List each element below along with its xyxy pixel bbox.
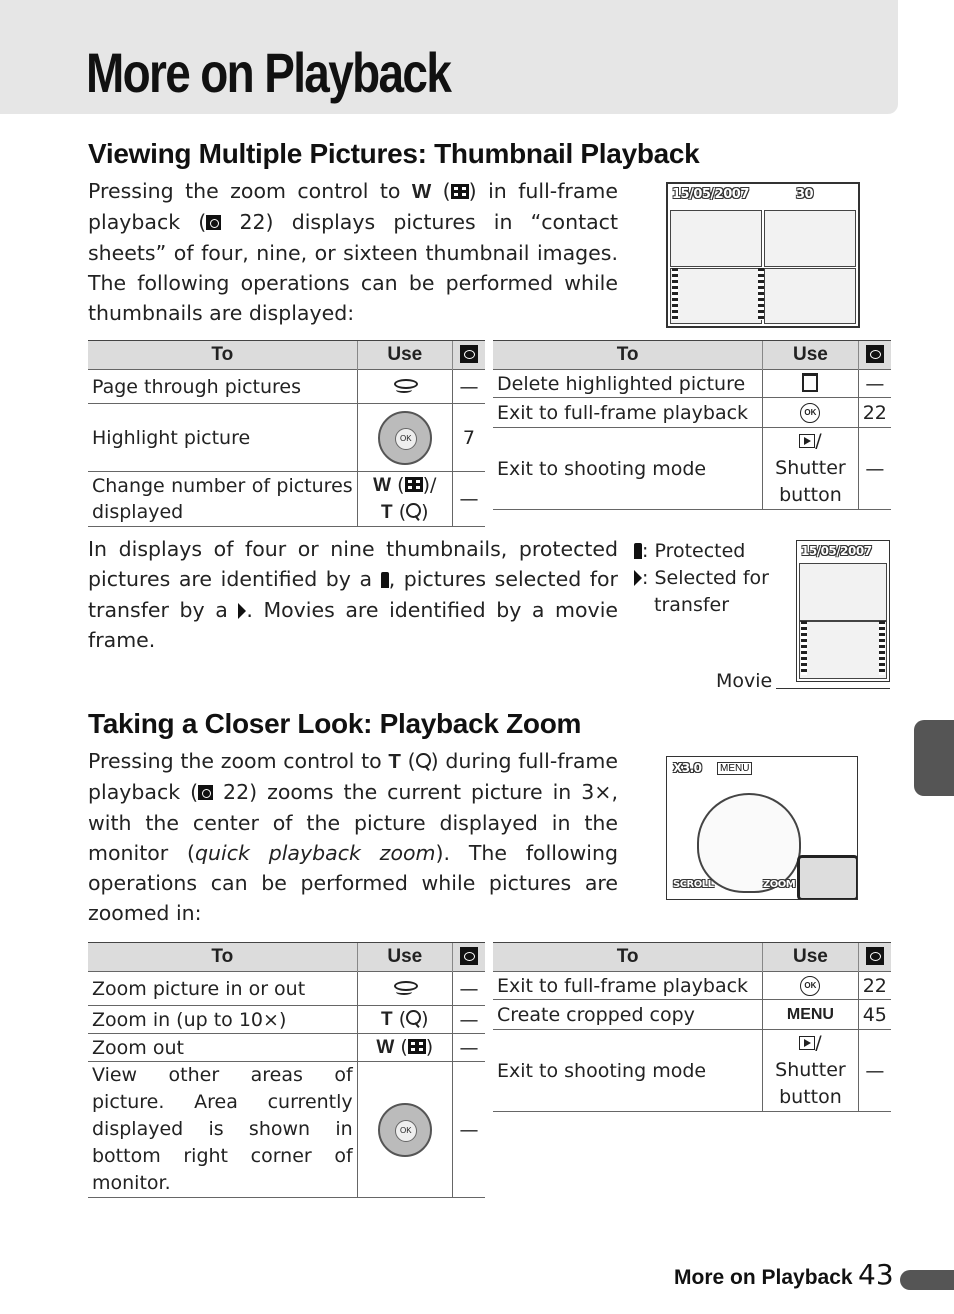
- thumbnail-cell: [764, 210, 856, 267]
- trash-icon: [802, 373, 818, 392]
- table-row: View other areas of picture. Area currently displayed is shown in bottom right corner of monitor. OK —: [88, 1062, 485, 1198]
- table-row: Exit to shooting mode / Shutter button —: [493, 428, 891, 510]
- footer-bar: [900, 1270, 954, 1290]
- playback-icon: [799, 1036, 815, 1050]
- footer-title: More on Playback: [674, 1266, 853, 1289]
- page-ref-icon: [460, 345, 478, 363]
- thumbnail-cell: [799, 621, 887, 679]
- ok-button-icon: OK: [800, 976, 820, 996]
- page-ref-icon: [206, 215, 221, 230]
- magnify-icon: [406, 1010, 421, 1025]
- movie-frame-sprocket: [758, 268, 764, 320]
- table-row: Exit to full-frame playback OK 22: [493, 972, 891, 1000]
- table-row: Delete highlighted picture —: [493, 370, 891, 398]
- page-number: 43: [858, 1258, 894, 1291]
- table-row: Zoom in (up to 10×) T ( ) —: [88, 1006, 485, 1034]
- menu-button-label: MENU: [763, 1000, 858, 1030]
- zoom-hint: ZOOM: [763, 879, 796, 890]
- table-row: Exit to shooting mode / Shutter button —: [493, 1030, 891, 1112]
- scroll-hint: SCROLL: [673, 879, 714, 890]
- screen-date: 15/05/2007: [801, 544, 872, 558]
- chapter-side-tab: [914, 720, 954, 796]
- thumbnail-ops-table-right: To Use Delete highlighted picture — Exit to full-frame playback OK 22 Exit to shooting mode / Shutter button —: [493, 340, 891, 510]
- icon-legend: : Protected : Selected for transfer: [634, 538, 784, 619]
- thumbnail-icon: [451, 184, 469, 199]
- protect-icon: [381, 572, 389, 588]
- page-ref-icon: [198, 785, 213, 800]
- thumbnail-ops-table-left: To Use Page through pictures — Highlight picture OK 7 Change number of pictures displayed W ( )/ T ( ) —: [88, 340, 485, 527]
- protected-transfer-paragraph: In displays of four or nine thumbnails, protected pictures are identified by a , pictures selected for transfer by a . Movies are identified by a movie frame.: [88, 537, 618, 652]
- zoom-intro-paragraph: Pressing the zoom control to T ( ) during full-frame playback ( 22) zooms the current picture in 3×, with the center of the picture displayed in the monitor (quick playback zoom). The following operations can be performed while pictures are zoomed in:: [88, 749, 619, 926]
- thumbnail-icon: [405, 477, 423, 492]
- ok-button-icon: OK: [800, 403, 820, 423]
- movie-frame-sprocket: [672, 268, 678, 320]
- table-row: Zoom picture in or out —: [88, 972, 485, 1006]
- table-row: Page through pictures —: [88, 370, 485, 404]
- movie-frame-sprocket: [801, 621, 807, 675]
- table-row: Highlight picture OK 7: [88, 404, 485, 472]
- magnify-icon: [406, 503, 421, 518]
- table-row: Zoom out W ( ) —: [88, 1034, 485, 1062]
- zoom-control-icon: [392, 979, 418, 995]
- thumbnail-intro-paragraph: Pressing the zoom control to W ( ) in full-frame playback ( 22) displays pictures in “contact sheets” of four, nine, or sixteen thumbnail images. The following operations can be performed while thumbnails are displayed:: [88, 179, 618, 326]
- multi-selector-icon: [378, 1103, 432, 1157]
- zoom-control-icon: [392, 377, 418, 393]
- zoom-ops-table-left: To Use Zoom picture in or out — Zoom in (up to 10×) T ( ) — Zoom out W ( ) — View other areas of picture. Area currently displayed is shown in bottom right corner of monitor. OK —: [88, 942, 485, 1198]
- thumbnail-cell: [670, 210, 762, 267]
- menu-label: MENU: [717, 762, 752, 775]
- transfer-icon: [634, 570, 642, 586]
- screen-date: 15/05/2007: [672, 187, 749, 202]
- screen-count: 30: [796, 187, 814, 202]
- page-ref-icon: [460, 947, 478, 965]
- multi-selector-icon: [378, 411, 432, 465]
- table-row: Change number of pictures displayed W ( )/ T ( ) —: [88, 472, 485, 527]
- magnify-icon: [416, 753, 431, 768]
- section-heading-zoom: Taking a Closer Look: Playback Zoom: [88, 708, 582, 739]
- thumbnail-cell: [670, 268, 762, 324]
- navigation-window: [797, 855, 858, 900]
- zoom-level-readout: X3.0: [673, 761, 702, 775]
- table-row: Create cropped copy MENU 45: [493, 1000, 891, 1030]
- section-heading-thumbnail: Viewing Multiple Pictures: Thumbnail Playback: [88, 138, 700, 169]
- thumbnail-cell: [799, 563, 887, 621]
- page-title: More on Playback: [86, 41, 451, 104]
- thumbnail-screen-illustration: [666, 182, 860, 328]
- table-row: Exit to full-frame playback OK 22: [493, 398, 891, 428]
- zoom-screen-illustration: [666, 756, 858, 900]
- movie-legend-label: Movie: [716, 670, 773, 692]
- thumbnail-icon: [408, 1039, 426, 1054]
- movie-leader-line: [776, 688, 890, 689]
- movie-frame-sprocket: [879, 621, 885, 675]
- playback-icon: [799, 434, 815, 448]
- protect-icon: [634, 543, 642, 559]
- zoom-ops-table-right: To Use Exit to full-frame playback OK 22 Create cropped copy MENU 45 Exit to shooting mode / Shutter button —: [493, 942, 891, 1112]
- page-ref-icon: [866, 345, 884, 363]
- protected-thumbnails-illustration: [796, 540, 890, 682]
- face-drawing: [697, 793, 801, 893]
- page-ref-icon: [866, 947, 884, 965]
- thumbnail-cell: [764, 268, 856, 324]
